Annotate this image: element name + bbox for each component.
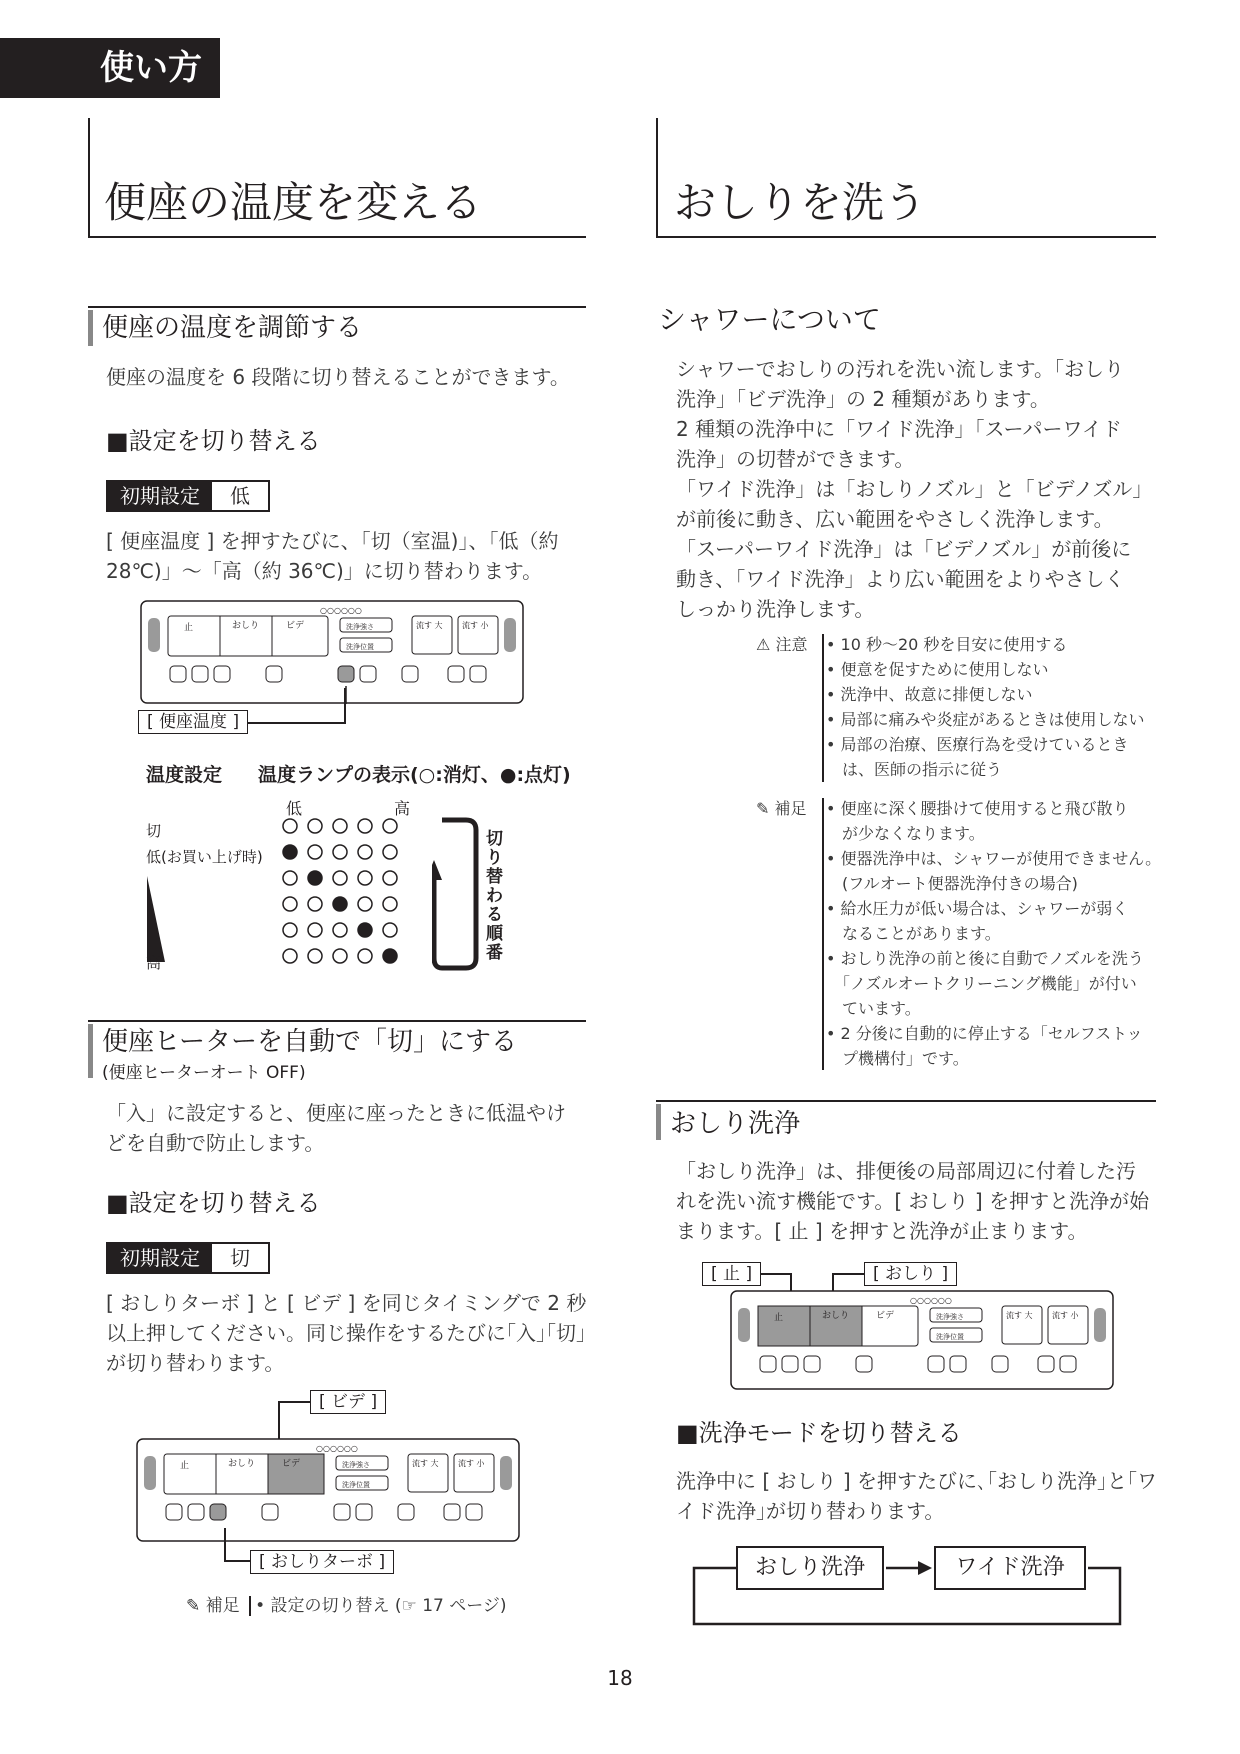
list-item: • 10 秒〜20 秒を目安に使用する xyxy=(826,635,1068,654)
desc-line: シャワーでおしりの汚れを洗い流します。「おしり xyxy=(676,357,1124,381)
section-heading: 便座の温度を調節する xyxy=(102,313,363,343)
desc-line: が切り替わります。 xyxy=(106,1351,285,1375)
svg-text:洗浄強さ: 洗浄強さ xyxy=(936,1313,964,1321)
list-item: • 便座に深く腰掛けて使用すると飛び散り xyxy=(826,799,1129,818)
section-heading: シャワーについて xyxy=(658,303,881,336)
lamp-high-label: 高 xyxy=(394,799,411,818)
section-tab: 使い方 xyxy=(0,38,220,98)
callout-oshiri: [ おしり ] xyxy=(864,1262,957,1286)
desc-line: 「スーパーワイド洗浄」は「ビデノズル」が前後に xyxy=(676,537,1132,561)
page-number: 18 xyxy=(607,1666,633,1690)
order-arrow-loop xyxy=(432,810,480,974)
list-item: (フルオート便器洗浄付きの場合) xyxy=(826,874,1078,893)
sub-heading: ■洗浄モードを切り替える xyxy=(676,1419,962,1447)
lamp-off xyxy=(308,897,322,911)
list-item: • 便器洗浄中は、シャワーが使用できません。 xyxy=(826,849,1162,868)
lamp-off xyxy=(283,897,297,911)
desc-line: [ 便座温度 ] を押すたびに、「切（室温)」、「低（約 xyxy=(106,529,559,553)
desc-line: しっかり洗浄します。 xyxy=(676,597,875,621)
lamp-off xyxy=(308,949,322,963)
footnote-label: 補足 xyxy=(205,1596,240,1616)
svg-text:止: 止 xyxy=(184,623,194,633)
list-item: 「ノズルオートクリーニング機能」が付い xyxy=(826,974,1137,993)
caution-label-wrap xyxy=(756,632,807,657)
shower-description xyxy=(676,354,1156,624)
caution-label: 注意 xyxy=(775,635,808,654)
lamp-off xyxy=(333,923,347,937)
desc-line: 「ワイド洗浄」は「おしりノズル」と「ビデノズル」 xyxy=(676,477,1153,501)
row-label-off: 切 xyxy=(146,822,162,840)
lamp-off xyxy=(308,845,322,859)
heading-rule xyxy=(656,1100,1156,1102)
lamp-off xyxy=(358,897,372,911)
flow-step-oshiri: おしり洗浄 xyxy=(736,1546,884,1590)
desc-line: 洗浄」「ビデ洗浄」の 2 種類があります。 xyxy=(676,387,1050,411)
lamp-off xyxy=(283,923,297,937)
lamp-on xyxy=(333,897,347,911)
section-intro: どを自動で防止します。 xyxy=(106,1131,325,1155)
svg-text:流す 小: 流す 小 xyxy=(458,1459,485,1468)
svg-text:おしり: おしり xyxy=(822,1311,850,1321)
lamp-on xyxy=(383,949,397,963)
desc-line: [ おしりターボ ] と [ ビデ ] を同じタイミングで 2 秒 xyxy=(106,1291,587,1315)
lamp-off xyxy=(333,871,347,885)
lamp-low-label: 低 xyxy=(286,799,303,818)
footnote-ref: 17 ページ) xyxy=(422,1596,507,1616)
callout-line xyxy=(246,722,346,724)
footnote-text: • 設定の切り替え xyxy=(255,1596,390,1616)
title-right-rule xyxy=(656,118,658,238)
desc-line: 洗浄中に [ おしり ] を押すたびに､｢おしり洗浄｣と｢ワ xyxy=(676,1469,1158,1493)
list-item: ています。 xyxy=(826,999,921,1018)
lamp-off xyxy=(308,819,322,833)
desc-line: イド洗浄｣が切り替わります。 xyxy=(676,1499,945,1523)
section-heading-sub: (便座ヒーターオート OFF) xyxy=(102,1063,306,1083)
list-item: • 2 分後に自動的に停止する「セルフストッ xyxy=(826,1024,1143,1043)
svg-text:流す 大: 流す 大 xyxy=(416,621,443,630)
callout-oshiri-turbo: [ おしりターボ ] xyxy=(250,1550,394,1574)
svg-text:ビデ: ビデ xyxy=(876,1311,895,1321)
initial-setting-value: 低 xyxy=(212,482,268,510)
list-item: が少なくなります。 xyxy=(826,824,985,843)
sub-heading: ■設定を切り替える xyxy=(106,427,321,455)
note-list xyxy=(826,796,1166,1071)
lamp-off xyxy=(283,949,297,963)
desc-line: が前後に動き、広い範囲をやさしく洗浄します。 xyxy=(676,507,1114,531)
table-header-setting: 温度設定 xyxy=(146,764,223,786)
lamp-on xyxy=(358,923,372,937)
heading-bar xyxy=(88,310,93,346)
footnote xyxy=(186,1594,507,1619)
gradient-triangle xyxy=(146,876,166,962)
lamp-off xyxy=(383,819,397,833)
callout-line xyxy=(278,1401,280,1439)
lamp-on xyxy=(308,871,322,885)
desc-line: 「おしり洗浄」は、排便後の局部周辺に付着した汚 xyxy=(676,1159,1136,1183)
lamp-off xyxy=(333,949,347,963)
lamp-off xyxy=(358,949,372,963)
row-label-high: 高 xyxy=(146,954,162,972)
lamp-off xyxy=(283,871,297,885)
svg-text:○○○○○○: ○○○○○○ xyxy=(316,1444,358,1453)
callout-line xyxy=(760,1273,790,1275)
svg-text:おしり: おしり xyxy=(228,1459,256,1469)
desc-line: 2 種類の洗浄中に「ワイド洗浄」「スーパーワイド xyxy=(676,417,1122,441)
svg-text:流す 小: 流す 小 xyxy=(462,621,489,630)
svg-text:洗浄強さ: 洗浄強さ xyxy=(346,623,374,631)
heading-rule xyxy=(88,1020,586,1022)
caution-list xyxy=(826,632,1166,782)
list-item: • 局部に痛みや炎症があるときは使用しない xyxy=(826,710,1145,729)
caution-rule xyxy=(822,634,824,782)
svg-text:おしり: おしり xyxy=(232,621,260,631)
desc-line: 動き、「ワイド洗浄」より広い範囲をよりやさしく xyxy=(676,567,1125,591)
callout-stop: [ 止 ] xyxy=(702,1262,761,1286)
oshiri-description xyxy=(676,1156,1156,1246)
warning-icon: ⚠ xyxy=(756,635,771,654)
order-label: 切り替わる順番 xyxy=(486,829,503,963)
callout-line xyxy=(832,1273,864,1275)
svg-text:洗浄位置: 洗浄位置 xyxy=(936,1333,964,1341)
list-item: なることがあります。 xyxy=(826,924,1001,943)
desc-line: 洗浄」の切替ができます。 xyxy=(676,447,915,471)
callout-bide: [ ビデ ] xyxy=(310,1390,386,1414)
row-label-low: 低(お買い上げ時) xyxy=(146,848,263,866)
initial-setting-label: 初期設定 xyxy=(108,482,212,510)
pencil-icon: ✎ xyxy=(186,1596,201,1616)
lamp-off xyxy=(283,819,297,833)
list-item: は、医師の指示に従う xyxy=(826,760,1003,779)
lamp-off xyxy=(333,845,347,859)
svg-text:ビデ: ビデ xyxy=(282,1459,301,1469)
heading-bar xyxy=(88,1024,93,1078)
initial-setting-label: 初期設定 xyxy=(108,1244,212,1272)
list-item: • おしり洗浄の前と後に自動でノズルを洗う xyxy=(826,949,1144,968)
svg-text:洗浄強さ: 洗浄強さ xyxy=(342,1461,370,1469)
callout-line xyxy=(344,688,346,724)
footnote-ref-prefix: (☞ xyxy=(394,1596,417,1616)
svg-text:止: 止 xyxy=(774,1313,784,1323)
title-left-underline xyxy=(88,236,586,238)
initial-setting-badge xyxy=(106,1242,270,1274)
lamp-off xyxy=(383,923,397,937)
initial-setting-badge xyxy=(106,480,270,512)
lamp-grid xyxy=(280,814,420,974)
lamp-off xyxy=(333,819,347,833)
page-title-left: 便座の温度を変える xyxy=(104,178,483,227)
page-title-right: おしりを洗う xyxy=(674,178,927,227)
list-item: • 給水圧力が低い場合は、シャワーが弱く xyxy=(826,899,1129,918)
heading-bar xyxy=(656,1104,661,1140)
section-heading: 便座ヒーターを自動で「切」にする xyxy=(102,1027,517,1057)
lamp-off xyxy=(383,845,397,859)
section-intro: 便座の温度を 6 段階に切り替えることができます。 xyxy=(106,365,570,389)
callout-seat-temp: [ 便座温度 ] xyxy=(138,710,248,734)
section-intro: 「入」に設定すると、便座に座ったときに低温やけ xyxy=(106,1101,566,1125)
lamp-off xyxy=(383,897,397,911)
list-item: • 洗浄中、故意に排便しない xyxy=(826,685,1033,704)
pencil-icon: ✎ xyxy=(756,799,770,818)
control-panel-illustration xyxy=(730,1290,1114,1390)
list-item: • 局部の治療、医療行為を受けているとき xyxy=(826,735,1129,754)
desc-line: まります。[ 止 ] を押すと洗浄が止まります。 xyxy=(676,1219,1088,1243)
svg-text:○○○○○○: ○○○○○○ xyxy=(320,606,362,615)
note-label-wrap xyxy=(756,796,807,821)
lamp-off xyxy=(358,871,372,885)
svg-text:洗浄位置: 洗浄位置 xyxy=(342,1481,370,1489)
desc-line: 以上押してください。同じ操作をするたびに｢入｣｢切｣ xyxy=(106,1321,586,1345)
note-rule xyxy=(822,798,824,1070)
callout-line xyxy=(224,1528,226,1562)
svg-text:流す 大: 流す 大 xyxy=(412,1459,439,1468)
callout-line xyxy=(224,1560,250,1562)
table-header-lamps: 温度ランプの表示(○:消灯、●:点灯) xyxy=(258,764,571,786)
svg-text:○○○○○○: ○○○○○○ xyxy=(910,1296,952,1305)
section-heading: おしり洗浄 xyxy=(670,1109,801,1139)
heading-rule xyxy=(88,306,586,308)
list-item: • 便意を促すために使用しない xyxy=(826,660,1049,679)
lamp-on xyxy=(283,845,297,859)
svg-text:流す 小: 流す 小 xyxy=(1052,1311,1079,1320)
initial-setting-value: 切 xyxy=(212,1244,268,1272)
callout-line xyxy=(278,1401,310,1403)
flow-step-wide: ワイド洗浄 xyxy=(934,1546,1086,1590)
svg-text:止: 止 xyxy=(180,1461,190,1471)
svg-text:ビデ: ビデ xyxy=(286,621,305,631)
control-panel-illustration xyxy=(140,600,524,704)
control-panel-illustration xyxy=(136,1438,520,1542)
lamp-off xyxy=(383,871,397,885)
list-item: プ機構付」です。 xyxy=(826,1049,969,1068)
lamp-off xyxy=(358,845,372,859)
note-label: 補足 xyxy=(774,799,807,818)
desc-line: れを洗い流す機能です。[ おしり ] を押すと洗浄が始 xyxy=(676,1189,1150,1213)
desc-line: 28℃)」〜「高（約 36℃)」に切り替わります。 xyxy=(106,559,543,583)
lamp-off xyxy=(358,819,372,833)
svg-text:流す 大: 流す 大 xyxy=(1006,1311,1033,1320)
lamp-off xyxy=(308,923,322,937)
title-right-underline xyxy=(656,236,1156,238)
svg-text:洗浄位置: 洗浄位置 xyxy=(346,643,374,651)
sub-heading: ■設定を切り替える xyxy=(106,1189,321,1217)
title-left-rule xyxy=(88,118,90,238)
